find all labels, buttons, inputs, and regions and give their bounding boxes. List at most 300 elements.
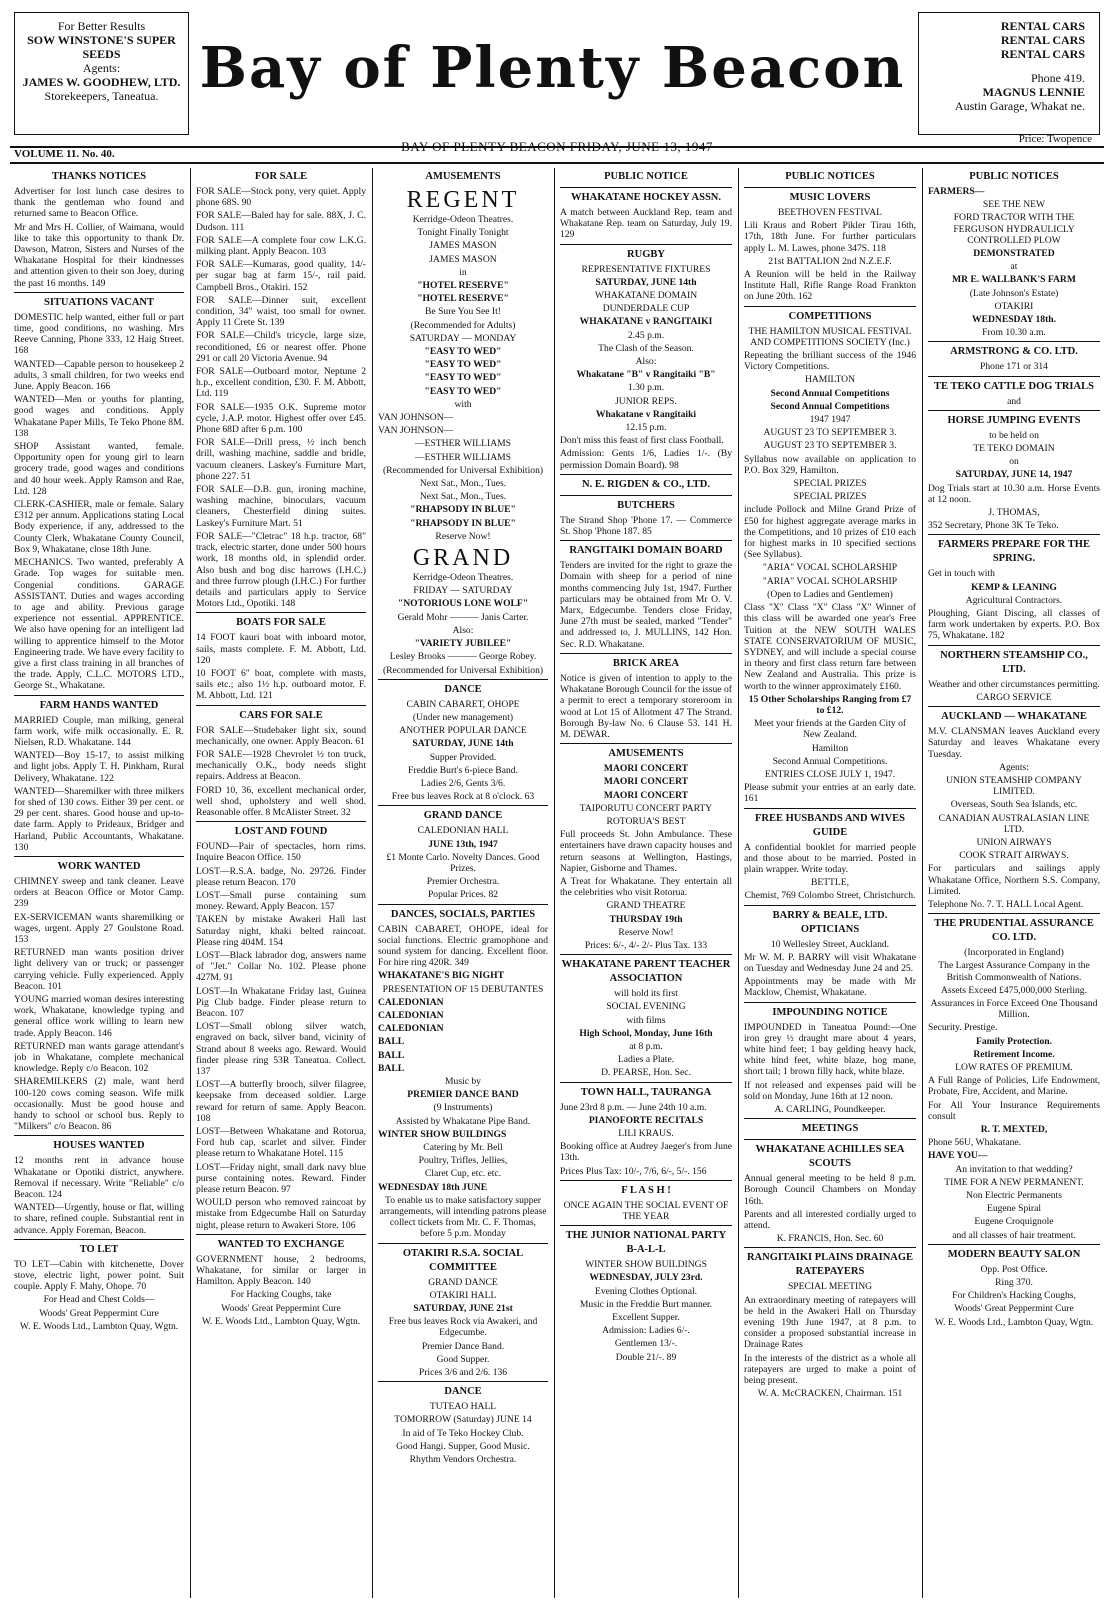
notice-line: 10 Wellesley Street, Auckland. [770,938,890,950]
notice-line: UNION STEAMSHIP COMPANY LIMITED. [946,774,1082,798]
notice-line: OTAKIRI [994,300,1034,312]
notice-line: 12.15 p.m. [625,422,667,434]
section-heading: RANGITAIKI DOMAIN BOARD [569,545,723,557]
notice-line: In aid of Te Teko Hockey Club. [402,1427,524,1439]
notice-text: Class "X" Class "X" Class "X" Winner of this class will be awarded one year's Free Tuition at the NEW SOUTH WALES STATE CONSERVATORIUM OF MUSIC, SYDNEY, and will include a special course in theory and first class return fare between New Zealand and Australia. This prize is worth to the winner approximately £160. [744,602,916,692]
section-heading: GRAND DANCE [423,810,503,822]
notice-text: TAKEN by mistake Awakeri Hall last Saturday night, khaki belted raincoat. Please ring 404M. 154 [196,914,366,948]
notice-line: SATURDAY, JUNE 14, 1947 [955,469,1073,481]
section-heading: AMUSEMENTS [608,748,684,760]
notice-line: Also: [635,356,657,368]
section-rule [560,653,732,654]
notice-line: Chemist, 769 Colombo Street, Christchurch. [744,890,916,902]
notice-text: 14 FOOT kauri boat with inboard motor, sails, masts complete. F. M. Abbott, Ltd. 120 [196,632,366,666]
notice-line: PRESENTATION OF 15 DEBUTANTES [382,983,544,995]
notice-text: Lili Kraus and Robert Pikler Tirau 16th, 17th, 18th June. For further particulars apply L. M. Lawes, phone 347S. 118 [744,220,916,254]
section-heading: THE JUNIOR NATIONAL PARTY B-A-L-L [565,1230,727,1256]
column-divider [372,168,373,1598]
section-heading: FARM HANDS WANTED [39,699,159,711]
notice-line: BALL [378,1036,405,1048]
notice-line: For Hacking Coughs, take [230,1289,332,1301]
notice-line: CALEDONIAN [378,1023,444,1035]
notice-line: "EASY TO WED" [424,346,502,358]
notice-line: Popular Prices. 82 [427,889,499,901]
notice-line: K. FRANCIS, Hon. Sec. 60 [776,1233,884,1245]
ad-line: Phone 419. [1031,71,1085,85]
price-label: Price: Twopence [1018,133,1092,145]
section-heading: FREE HUSBANDS AND WIVES GUIDE [754,812,906,838]
section-rule [560,244,732,245]
notice-text: For particulars and sailings apply Whakatane Office, Northern S.S. Company, Limited. [928,863,1100,897]
section-rule [928,376,1100,377]
notice-line: Assets Exceed £475,000,000 Sterling. [940,984,1088,996]
notice-line: JAMES MASON [429,240,497,252]
notice-line: WHAKATANE'S BIG NIGHT [378,970,504,982]
notice-line: Second Annual Competitions [770,387,890,399]
notice-line: TAIPORUTU CONCERT PARTY [579,802,713,814]
section-heading: LOST AND FOUND [234,826,328,838]
ad-line: RENTAL CARS [1000,19,1085,33]
notice-text: FOR SALE—1928 Chevrolet ½ ton truck, mechanically O.K., body needs slight repairs. Address at Beacon. [196,748,366,783]
section-heading: WHAKATANE PARENT TEACHER ASSOCIATION [561,959,731,985]
notice-line: W. E. Woods Ltd., Lambton Quay, Wgtn. [201,1315,361,1327]
notice-line: COOK STRAIT AIRWAYS. [959,850,1069,862]
column-divider [922,168,923,1598]
notice-line: Next Sat., Mon., Tues. [419,478,507,490]
section-heading: NORTHERN STEAMSHIP CO., LTD. [940,649,1088,675]
notice-line: Phone 171 or 314 [980,361,1048,373]
notice-line: PIANOFORTE RECITALS [588,1114,704,1126]
notice-line: Eugene Spiral [986,1203,1042,1215]
notice-line: GRAND DANCE [428,1276,498,1288]
notice-line: Double 21/-. 89 [615,1351,677,1363]
notice-text: include Pollock and Milne Grand Prize of £50 for highest aggregate average marks in the Competitions, and 10 prizes of £10 each for highest marks in 10 specified sections (See Syllabus). [744,504,916,561]
notice-line: The Clash of the Season. [598,342,694,354]
notice-line: ANOTHER POPULAR DANCE [399,725,527,737]
notice-line: MR E. WALLBANK'S FARM [952,274,1076,286]
notice-line: WEDNESDAY 18th JUNE [378,1181,488,1193]
notice-line: CABIN CABARET, OHOPE [406,698,520,710]
notice-line: A. CARLING, Poundkeeper. [774,1104,886,1115]
notice-line: Supper Provided. [429,751,497,763]
notice-text: Tenders are invited for the right to graze the Domain with sheep for a period of nine months commencing July 1st, 1947. Further particulars may be obtained from Mr O. V. Marx, Edgecumbe. Tenders close Friday, June 27th must be sealed, marked "Tender" and addressed to, J. MULLINS, 142 Hon. Sec. R.D. Whakatane. [560,560,732,650]
section-heading: F L A S H ! [621,1184,671,1196]
notice-line: WEDNESDAY, JULY 23rd. [589,1272,703,1284]
column-2 [196,168,366,1598]
section-rule [14,856,184,857]
notice-line: Gerald Mohr ——— Janis Carter. [397,611,529,623]
section-heading: DANCES, SOCIALS, PARTIES [390,908,536,920]
notice-text: Get in touch with [928,568,995,580]
notice-text: LOST—Small oblong silver watch, engraved on back, silver band, vicinity of Strand about 8 weeks ago. Reward. Would finder please ring 53R Taneatua. Collect. 137 [196,1021,366,1078]
section-heading: BRICK AREA [612,657,680,669]
notice-line: D. PEARSE, Hon. Sec. [601,1067,691,1079]
dateline: BAY OF PLENTY BEACON FRIDAY, JUNE 13, 1947 [401,139,713,154]
notice-text: MARRIED Couple, man milking, general farm work, wife milk occasionally. E. R. Nielsen, R.D. Whakatane. 144 [14,714,184,748]
notice-text: Advertiser for lost lunch case desires to thank the gentleman who found and returned same to Beacon Office. [14,186,184,220]
notice-text: LOST—R.S.A. badge, No. 29726. Finder please return Beacon. 170 [196,865,366,888]
section-rule [196,1234,366,1235]
section-heading: BARRY & BEALE, LTD. OPTICIANS [772,909,888,935]
notice-line: at 8 p.m. [629,1040,663,1052]
masthead-title: Bay of Plenty Beacon [199,35,906,101]
section-heading: AUCKLAND — WHAKATANE [941,711,1087,723]
notice-line: Premier Dance Band. [421,1340,505,1352]
notice-line: Premier Orchestra. [426,876,500,888]
notice-text: FOR SALE—Kumaras, good quality, 14/- per sugar bag at farm 15/-, rail paid. Campbell Bros., Otakiri. 152 [196,259,366,293]
ad-line: JAMES W. GOODHEW, LTD. [22,75,181,89]
notice-line: R. T. MEXTED, [980,1123,1048,1135]
notice-line: (Late Johnson's Estate) [969,287,1059,299]
notice-line: THE HAMILTON MUSICAL FESTIVAL AND COMPETITIONS SOCIETY (Inc.) [748,325,912,348]
notice-text: Telephone No. 7. T. HALL Local Agent. [928,898,1084,910]
notice-text: An extraordinary meeting of ratepayers will be held in the Awakeri Hall on Thursday evening 19th June 1947, at 8 p.m. to consider a proposed substantial increase in Drainage Rates [744,1294,916,1351]
section-heading: RUGBY [627,248,665,260]
notice-line: Ladies a Plate. [617,1054,675,1066]
notice-text: LOST—In Whakatane Friday last, Guinea Pig Club badge. Finder please return to Beacon. 107 [196,985,366,1019]
notice-line: —ESTHER WILLIAMS [414,438,512,450]
section-rule [928,706,1100,707]
notice-text: Full proceeds St. John Ambulance. These entertainers have drawn capacity houses and return seasons at Wellington, Hastings, Napier, Gisborne and Thames. [560,829,732,874]
notice-text: Don't miss this feast of first class Football. [560,435,724,447]
notice-text: Phone 56U, Whakatane. [928,1137,1022,1149]
notice-line: BETTLE, [810,877,850,889]
notice-text: WANTED—Sharemilker with three milkers for shed of 130 cows. Either 39 per cent. or 29 per cent. shares. Good house and up-to-date farm. Apply to Prideaux, Bridger and Harland, Public Accountants, Whakatane. 130 [14,785,184,853]
notice-line: Excellent Supper. [612,1312,680,1324]
section-rule [378,904,548,905]
notice-line: with [454,398,472,410]
notice-line: Family Protection. [975,1035,1053,1047]
notice-line: Evening Clothes Optional. [594,1285,698,1297]
section-rule [560,187,732,188]
notice-line: Also: [452,624,474,636]
notice-line: "EASY TO WED" [424,372,502,384]
section-heading: HOUSES WANTED [53,1140,145,1152]
seed-ad-box [14,12,189,135]
section-rule [744,808,916,809]
notice-line: and [1007,395,1021,407]
section-rule [196,821,366,822]
section-rule [560,1225,732,1226]
notice-line: 21st BATTALION 2nd N.Z.E.F. [768,255,892,267]
notice-line: Claret Cup, etc. etc. [424,1168,502,1180]
section-heading: TO LET [79,1243,119,1255]
section-heading: TOWN HALL, TAURANGA [580,1086,712,1098]
notice-line: Free bus leaves Rock via Awakeri, and Edgecumbe. [388,1316,538,1339]
notice-line: LOW RATES OF PREMIUM. [955,1061,1073,1073]
section-rule [196,612,366,613]
notice-line: J. THOMAS, [988,507,1040,519]
notice-line: Woods' Great Peppermint Cure [39,1307,159,1319]
column-6 [928,168,1100,1598]
notice-line: REPRESENTATIVE FIXTURES [581,263,711,275]
section-rule [560,743,732,744]
notice-line: FRIDAY — SATURDAY [413,585,513,597]
notice-line: Retirement Income. [973,1048,1055,1060]
notice-text: FOR SALE—Dinner suit, excellent condition, 34" waist, too small for owner. Apply 11 Crete St. 139 [196,294,366,329]
notice-line: (Under new management) [412,711,514,723]
notice-line: TOMORROW (Saturday) JUNE 14 [394,1414,532,1426]
section-rule [928,410,1100,411]
notice-line: SATURDAY, JUNE 14th [595,276,697,288]
notice-line: KEMP & LEANING [971,581,1057,593]
section-heading: WHAKATANE ACHILLES SEA SCOUTS [755,1144,905,1170]
notice-text: MECHANICS. Two wanted, preferably A Grade. Top wages for suitable men. Congenial conditions. GARAGE ASSISTANT. Duties and wages according to age and ability. Previous garage experience not essential. APPRENTICE. We also have opening for an intelligent lad willing to apprentice himself to the Motor Engineering trade. We have every facility to give a first class training in all branches of the trade. Apply, C.L.C. MOTORS LTD., George St., Whakatane. [14,557,184,692]
notice-text: FOR SALE—Drill press, ½ inch bench drill, washing machine, saddle and bridle, vacuum cleaners. Laskey's Furniture Mart, phone 227. 51 [196,437,366,482]
notice-text: WOULD person who removed raincoat by mistake from Edgecumbe Hall on Saturday night, please return to Awakeri Store. 106 [196,1197,366,1231]
notice-line: WHAKATANE v RANGITAIKI [579,316,713,328]
notice-text: WANTED—Boy 15-17, to assist milking and light jobs. Apply T. H. Pinkham, Rural Delivery, Whakatane. 122 [14,750,184,784]
notice-line: Ring 370. [995,1277,1033,1289]
section-heading: WORK WANTED [57,860,141,872]
notice-line: THURSDAY 19th [609,913,683,925]
notice-line: "RHAPSODY IN BLUE" [410,517,516,529]
section-rule [378,1381,548,1382]
ad-line: SEEDS [82,47,121,61]
notice-line: "EASY TO WED" [424,385,502,397]
notice-line: Hamilton [811,742,849,754]
notice-line: Non Electric Permanents [966,1190,1062,1201]
section-heading: PUBLIC NOTICES [969,171,1059,182]
section-heading: PUBLIC NOTICE [604,171,688,182]
notice-line: in [459,266,467,278]
notice-line: BALL [378,1049,405,1061]
notice-line: Freddie Burt's 6-piece Band. [408,764,518,776]
notice-text: TO LET—Cabin with kitchenette, Dover stove, electric light, power point. Suit couple. Apply F. Mahy, Ohope. 70 [14,1258,184,1293]
notice-line: Prices 3/6 and 2/6. 136 [418,1367,508,1379]
notice-text: June 23rd 8 p.m. — June 24th 10 a.m. [560,1101,707,1113]
section-rule [14,292,184,293]
notice-line: Music in the Freddie Burt manner. [579,1298,713,1310]
notice-line: 2.45 p.m. [627,329,665,341]
notice-text: 10 FOOT 6" boat, complete with masts, sails etc.; also 1½ h.p. outboard motor. F. M. Abbott, Ltd. 121 [196,667,366,702]
notice-line: LILI KRAUS. [618,1127,674,1139]
notice-line: WEDNESDAY 18th. [971,314,1057,326]
notice-text: FOR SALE—Outboard motor, Neptune 2 h.p., excellent condition, £30. F. M. Abbott, Ltd. 119 [196,366,366,400]
notice-line: Eugene Croquignole [974,1216,1054,1228]
notice-text: RETURNED man wants position driver light delivery van or truck; or passenger carrying vehicle. Fully experienced. Apply Beacon. 101 [14,947,184,992]
section-rule [560,1180,732,1181]
notice-text: Please submit your entries at an early date. 161 [744,782,916,805]
section-rule [928,1244,1100,1245]
notice-line: with films [626,1014,666,1026]
notice-line: MAORI CONCERT [603,763,689,775]
notice-line: to be held on [989,429,1039,441]
notice-line: For Children's Hacking Coughs, [952,1290,1076,1302]
notice-text: A Full Range of Policies, Life Endowment, Probate, Fire, Accident, and Marine. [928,1075,1100,1098]
section-heading: THANKS NOTICES [51,171,147,182]
notice-line: 1947 1947 [809,414,851,426]
notice-line: AUGUST 23 TO SEPTEMBER 3. [763,440,897,452]
notice-text: CLERK-CASHIER, male or female. Salary £312 per annum. Applications stating Local Body experience, if any, addressed to the County Clerk, Whakatane County Council, Box 9, Whakatane, close 18th June. [14,499,184,555]
notice-line: Lesley Brooks ——— George Robey. [389,651,537,663]
notice-line: Reserve Now! [618,926,674,938]
notice-line: Good Hangi. Supper, Good Music. [396,1440,530,1452]
notice-text: GOVERNMENT house, 2 bedrooms, Whakatane, for similar or larger in Hamilton. Apply Beacon. 140 [196,1253,366,1288]
notice-line: JUNIOR REPS. [615,395,677,407]
notice-line: An invitation to that wedding? [955,1163,1073,1175]
notice-line: Poultry, Trifles, Jellies, [418,1155,508,1167]
section-heading: OTAKIRI R.S.A. SOCIAL COMMITTEE [402,1247,524,1273]
notice-line: Rhythm Vendors Orchestra. [409,1454,517,1466]
notice-line: Meet your friends at the Garden City of New Zealand. [753,718,907,741]
notice-line: TUTEAO HALL [429,1401,497,1413]
notice-line: Opp. Post Office. [980,1263,1048,1275]
notice-line: BALL [378,1062,405,1074]
notice-line: (Recommended for Universal Exhibition) [382,464,544,476]
column-divider [554,168,555,1598]
section-rule [14,1135,184,1136]
section-rule [744,1139,916,1140]
notice-text: FOR SALE—Stock pony, very quiet. Apply phone 68S. 90 [196,186,366,209]
notice-line: Music by [445,1075,481,1087]
notice-text: Mr W. M. P. BARRY will visit Whakatane on Tuesday and Wednesday June 24 and 25. [744,951,916,974]
notice-text: A Reunion will be held in the Railway Institute Hall, Rifle Range Road Frankton on June 20th. 162 [744,269,916,303]
section-heading: WANTED TO EXCHANGE [217,1238,345,1250]
section-rule [928,645,1100,646]
section-rule [560,474,732,475]
notice-text: Admission: Gents 1/6, Ladies 1/-. (By permission Domain Board). 98 [560,448,732,471]
notice-line: WHAKATANE DOMAIN [594,290,698,302]
section-rule [14,695,184,696]
notice-line: CALEDONIAN [378,996,444,1008]
notice-text: A Treat for Whakatane. They entertain all the celebrities who visit Rotorua. [560,875,732,899]
section-heading: BUTCHERS [617,499,675,511]
section-heading: AMUSEMENTS [425,171,501,182]
theatre-name: REGENT [406,187,520,213]
notice-text: Appointments may be made with Mr Macklow, Chemist, Whakatane. [744,976,916,999]
notice-line: HAMILTON [804,374,856,386]
notice-line: CANADIAN AUSTRALASIAN LINE LTD. [938,812,1090,835]
notice-line: will hold its first [614,988,678,1000]
notice-line: (Recommended for Adults) [410,319,516,331]
notice-line: TIME FOR A NEW PERMANENT. [944,1176,1084,1188]
notice-text: FOR SALE—Child's tricycle, large size, reconditioned, £6 or nearest offer. Phone 291 or call 20 Victoria Avenue. 94 [196,330,366,364]
rental-cars-box [918,12,1100,135]
notice-line: Woods' Great Peppermint Cure [221,1302,341,1314]
section-heading: ARMSTRONG & CO. LTD. [950,346,1078,358]
notice-line: MAORI CONCERT [603,789,689,801]
notice-line: High School, Monday, June 16th [579,1027,713,1039]
notice-text: Prices Plus Tax: 10/-, 7/6, 6/-, 5/-. 156 [560,1165,707,1177]
notice-line: OTAKIRI HALL [429,1289,497,1301]
notice-text: The Strand Shop 'Phone 17. — Commerce St. Shop 'Phone 187. 85 [560,514,732,538]
notice-text: CHIMNEY sweep and tank cleaner. Leave orders at Beacon Office or Motor Camp. 239 [14,875,184,910]
notice-line: AUGUST 23 TO SEPTEMBER 3. [763,427,897,439]
section-heading: DANCE [444,683,482,695]
notice-line: CALEDONIAN HALL [417,825,509,837]
notice-line: HAVE YOU— [928,1150,988,1162]
notice-line: SPECIAL PRIZES [793,491,867,503]
section-rule [14,1239,184,1240]
notice-line: "RHAPSODY IN BLUE" [410,504,516,516]
notice-line: Assisted by Whakatane Pipe Band. [395,1115,531,1127]
theatre-name: GRAND [412,545,514,572]
section-rule [928,913,1100,914]
notice-text: FOR SALE—"Cletrac" 18 h.p. tractor, 68" track, electric starter, done under 500 hours work, 18 months old, in splendid order. Also bush and bog disc harrows (I.H.C.) and three furrow plough (I.H.C.) For further details and particulars apply to Service Motors Ltd., Opotiki. 148 [196,530,366,610]
ad-line: RENTAL CARS [1000,33,1085,47]
notice-text: FOR SALE—1935 O.K. Supreme motor cycle, J.A.P. motor. Highest offer over £45. Phone 68D after 6 p.m. 100 [196,401,366,436]
ad-line: SOW WINSTONE'S SUPER [27,33,176,47]
column-1 [14,168,184,1598]
notice-line: WINTER SHOW BUILDINGS [585,1259,707,1271]
section-heading: MUSIC LOVERS [789,192,871,203]
notice-line: To enable us to make satisfactory supper arrangements, will intending patrons please collect tickets from Mr. C. F. Thomas, before 5 p.m. Monday [379,1194,547,1240]
section-rule [378,805,548,806]
notice-text: FOUND—Pair of spectacles, horn rims. Inquire Beacon Office. 150 [196,841,366,864]
section-heading: CARS FOR SALE [239,709,323,721]
notice-line: SATURDAY, JUNE 21st [413,1303,513,1315]
column-4 [560,168,732,1598]
notice-line: From 10.30 a.m. [982,327,1046,339]
column-5 [744,168,916,1598]
section-heading: RANGITAIKI PLAINS DRAINAGE RATEPAYERS [746,1252,914,1278]
section-heading: FOR SALE [254,171,308,182]
section-heading: MODERN BEAUTY SALON [947,1248,1081,1260]
section-heading: BOATS FOR SALE [236,617,326,629]
section-heading: WHAKATANE HOCKEY ASSN. [570,192,722,203]
section-heading: PUBLIC NOTICES [785,171,875,182]
notice-line: Catering by Mr. Bell [423,1142,503,1153]
notice-line: "EASY TO WED" [424,359,502,371]
notice-text: Repeating the brilliant success of the 1946 Victory Competitions. [744,350,916,373]
notice-text: M.V. CLANSMAN leaves Auckland every Saturday and leaves Whakatane every Tuesday. [928,726,1100,760]
notice-text: Notice is given of intention to apply to the Whakatane Borough Council for the issue of a permit to erect a temporary storeroom in wood at Lot 15 of Allotment 47 The Strand. Borough By-law No. 6 Clause 53. 141 H. M. DEWAR. [560,672,732,740]
notice-text: Mr and Mrs H. Collier, of Waimana, would like to take this opportunity to thank Dr. Dawson, Matron, Sisters and Nurses of the Whakatane Hospital for their kindnesses and attention given to their son Joey, during the past 16 months. 149 [14,221,184,289]
ad-line: Austin Garage, Whakat ne. [954,99,1085,113]
notice-text: For All Your Insurance Requirements consult [928,1099,1100,1122]
notice-line: SPECIAL MEETING [787,1281,873,1293]
notice-line: Assurances in Force Exceed One Thousand Million. [930,997,1098,1021]
notice-line: "NOTORIOUS LONE WOLF" [397,598,529,610]
notice-text: FOR SALE—Studebaker light six, sound mechanically, one owner. Apply Beacon. 61 [196,724,366,747]
section-rule [744,1247,916,1248]
notice-text: Parents and all interested cordially urged to attend. [744,1208,916,1232]
notice-line: on [1009,456,1019,468]
section-rule [560,495,732,496]
notice-text: Dog Trials start at 10.30 a.m. Horse Events at 12 noon. [928,482,1100,505]
notice-text: LOST—Black labrador dog, answers name of "Jet." Collar No. 102. Please phone 427M. 91 [196,949,366,984]
notice-line: 1.30 p.m. [627,382,665,394]
notice-line: W. E. Woods Ltd., Lambton Quay, Wgtn. [19,1320,179,1332]
notice-text: LOST—Between Whakatane and Rotorua, Ford hub cap, scarlet and silver. Finder please return to Whakatane Hotel. 115 [196,1126,366,1160]
section-heading: DANCE [444,1386,482,1398]
section-rule [378,679,548,680]
ad-line: Storekeepers, Taneatua. [44,89,159,103]
notice-line: £1 Monte Carlo. Novelty Dances. Good Prizes. [386,851,540,874]
notice-text: Booking office at Audrey Jaeger's from June 13th. [560,1141,732,1164]
notice-text: Syllabus now available on application to P.O. Box 329, Hamilton. [744,453,916,476]
section-heading: IMPOUNDING NOTICE [772,1006,888,1018]
section-heading: MEETINGS [801,1123,859,1135]
notice-line: W. E. Woods Ltd., Lambton Quay, Wgtn. [934,1316,1094,1328]
section-rule [560,954,732,955]
ad-line: MAGNUS LENNIE [982,85,1085,99]
notice-line: ONCE AGAIN THE SOCIAL EVENT OF THE YEAR [563,1199,729,1222]
notice-text: VAN JOHNSON— [378,425,454,437]
section-heading: HORSE JUMPING EVENTS [947,414,1081,426]
notice-line: SATURDAY — MONDAY [409,332,517,344]
notice-line: FORD TRACTOR WITH THE FERGUSON HYDRAULICLY CONTROLLED PLOW [953,212,1075,246]
notice-line: W. A. McCRACKEN, Chairman. 151 [757,1388,903,1400]
notice-text: Annual general meeting to be held 8 p.m. Borough Council Chambers on Monday 16th. [744,1173,916,1207]
section-rule [744,187,916,188]
notice-line: For Head and Chest Colds— [43,1294,155,1306]
notice-line: Gentlemen 13/-. [614,1338,678,1350]
section-rule [744,1118,916,1119]
notice-text: EX-SERVICEMAN wants sharemilking or wages, urgent. Apply 27 Goulstone Road. 153 [14,911,184,945]
notice-line: Weather and other circumstances permitting. [928,678,1100,690]
